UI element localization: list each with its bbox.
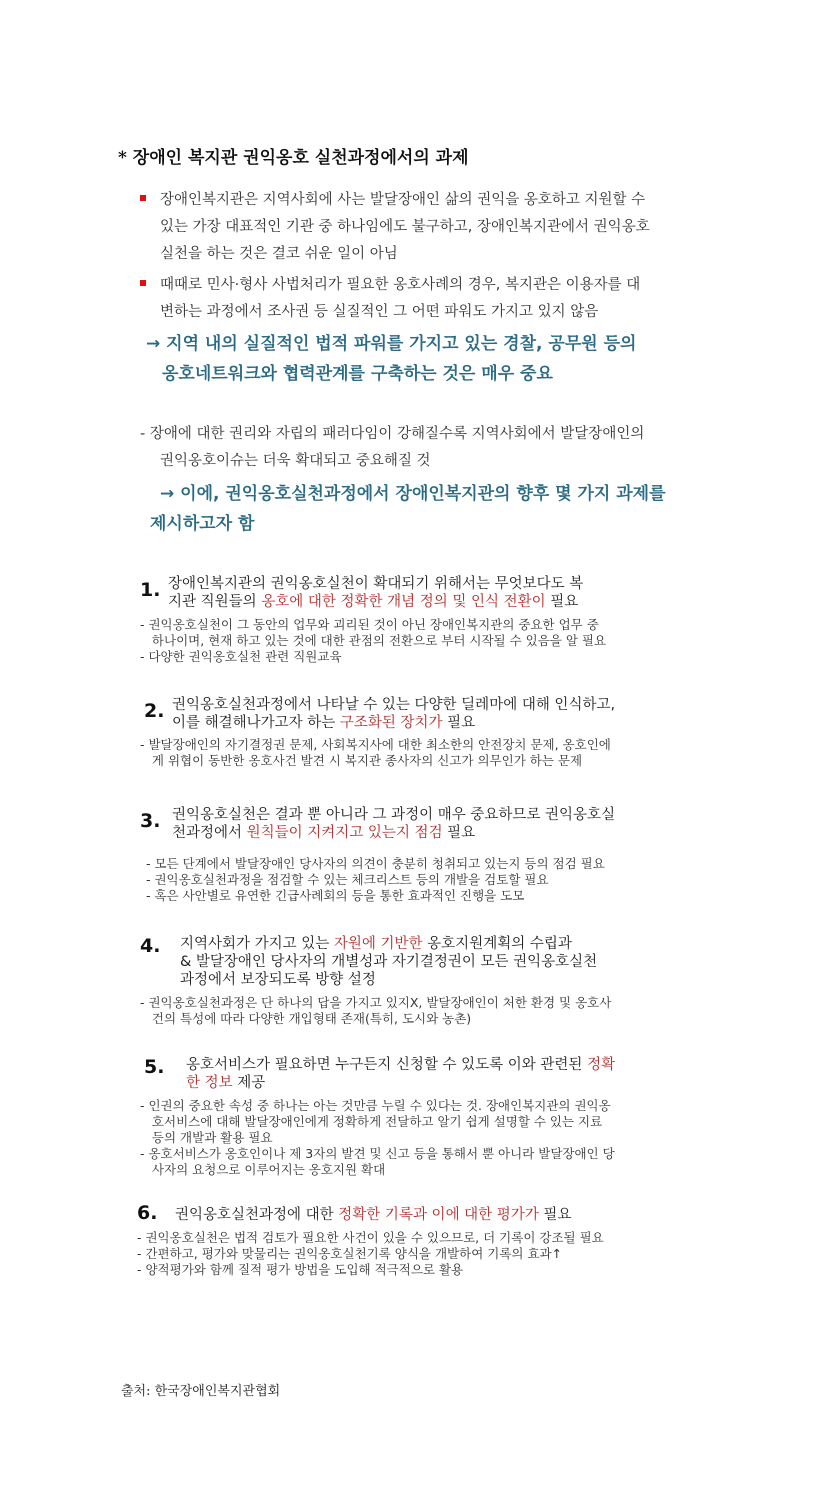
section-number: 2. bbox=[144, 700, 165, 722]
section-number: 1. bbox=[140, 579, 161, 601]
section-number: 5. bbox=[144, 1056, 165, 1078]
section-number: 3. bbox=[140, 810, 161, 832]
section-4: 4. 지역사회가 가지고 있는 자원에 기반한 옹호지원계획의 수립과 & 발달장애인 당사자의 개별성과 자기결정권이 모든 권익옹호실천 과정에서 보장되도록 방향 설정 - 권익옹호실천과정은 단 하나의 답을 가지고 있지X, 발달장애인이 처한 환경 및 옹호사 건의 특성에 따라 다양한 개입형태 존재(특히, 도시와 농촌) bbox=[140, 935, 612, 1026]
section-number: 4. bbox=[140, 935, 161, 957]
arrow-note-1: → 지역 내의 실질적인 법적 파워를 가지고 있는 경찰, 공무원 등의 옹호네트워크와 협력관계를 구축하는 것은 매우 중요 bbox=[146, 334, 637, 384]
bullet-square-icon bbox=[140, 280, 146, 286]
intro-bullet-1: 장애인복지관은 지역사회에 사는 발달장애인 삶의 권익을 옹호하고 지원할 수 있는 가장 대표적인 기관 중 하나임에도 불구하고, 장애인복지관에서 권익옹호 실천을 하는 것은 결코 쉬운 일이 아님 bbox=[140, 187, 650, 268]
section-6: 6. 권익옹호실천과정에 대한 정확한 기록과 이에 대한 평가가 필요 - 권익옹호실천은 법적 검토가 필요한 사건이 있을 수 있으므로, 더 기록이 강조될 필요 - 간편하고, 평가와 맞물리는 권익옹호실천기록 양식을 개발하여 기록의 효과↑ - 양적평가와 함께 질적 평가 방법을 도입해 적극적으로 활용 bbox=[137, 1202, 604, 1277]
section-number: 6. bbox=[137, 1202, 158, 1224]
section-5: 5. 옹호서비스가 필요하면 누구든지 신청할 수 있도록 이와 관련된 정확 한 정보 제공 - 인권의 중요한 속성 중 하나는 아는 것만큼 누릴 수 있다는 것. 장애인복지관의 권익옹 호서비스에 대해 발달장애인에게 정확하게 전달하고 알기 쉽게 설명할 수 있는 지료 등의 개발과 활용 필요 - 옹호서비스가 옹호인이나 제 3자의 발견 및 신고 등을 통해서 뿐 아니라 발달장애인 당 사자의 요청으로 이루어지는 옹호지원 확대 bbox=[140, 1056, 616, 1177]
page-title: * 장애인 복지관 권익옹호 실천과정에서의 과제 bbox=[118, 148, 469, 168]
arrow-note-2: → 이에, 권익옹호실천과정에서 장애인복지관의 향후 몇 가지 과제를 제시하고자 함 bbox=[150, 484, 666, 534]
source-credit: 출처: 한국장애인복지관협회 bbox=[121, 1384, 281, 1399]
section-1: 1. 장애인복지관의 권익옹호실천이 확대되기 위해서는 무엇보다도 복 지관 직원들의 옹호에 대한 정확한 개념 정의 및 인식 전환이 필요 - 권익옹호실천이 그 동안의 업무와 괴리된 것이 아닌 장애인복지관의 중요한 업무 중 하나이며, 현재 하고 있는 것에 대한 관점의 전환으로 부터 시작될 수 있음을 알 필요 - 다양한 권익옹호실천 관련 직원교육 bbox=[140, 576, 607, 664]
dash-paragraph: - 장애에 대한 권리와 자립의 패러다임이 강해질수록 지역사회에서 발달장애인의 권익옹호이슈는 더욱 확대되고 중요해질 것 bbox=[140, 426, 645, 469]
section-3: 3. 권익옹호실천은 결과 뿐 아니라 그 과정이 매우 중요하므로 권익옹호실 천과정에서 원칙들이 지켜지고 있는지 점검 필요 - 모든 단계에서 발달장애인 당사자의 의견이 충분히 청취되고 있는지 등의 점검 필요 - 권익옹호실천과정을 점검할 수 있는 체크리스트 등의 개발을 검토할 필요 - 혹은 사안별로 유연한 긴급사례회의 등을 통한 효과적인 진행을 도모 bbox=[140, 807, 616, 903]
section-2: 2. 권익옹호실천과정에서 나타날 수 있는 다양한 딜레마에 대해 인식하고, 이를 해결해나가고자 하는 구조화된 장치가 필요 - 발달장애인의 자기결정권 문제, 사회복지사에 대한 최소한의 안전장치 문제, 옹호인에 게 위협이 동반한 옹호사건 발견 시 복지관 종사자의 신고가 의무인가 하는 문제 bbox=[140, 697, 616, 768]
intro-bullet-2: 때때로 민사·형사 사법처리가 필요한 옹호사례의 경우, 복지관은 이용자를 대 변하는 과정에서 조사권 등 실질적인 그 어떤 파워도 가지고 있지 않음 bbox=[140, 272, 640, 326]
bullet-square-icon bbox=[140, 195, 146, 201]
